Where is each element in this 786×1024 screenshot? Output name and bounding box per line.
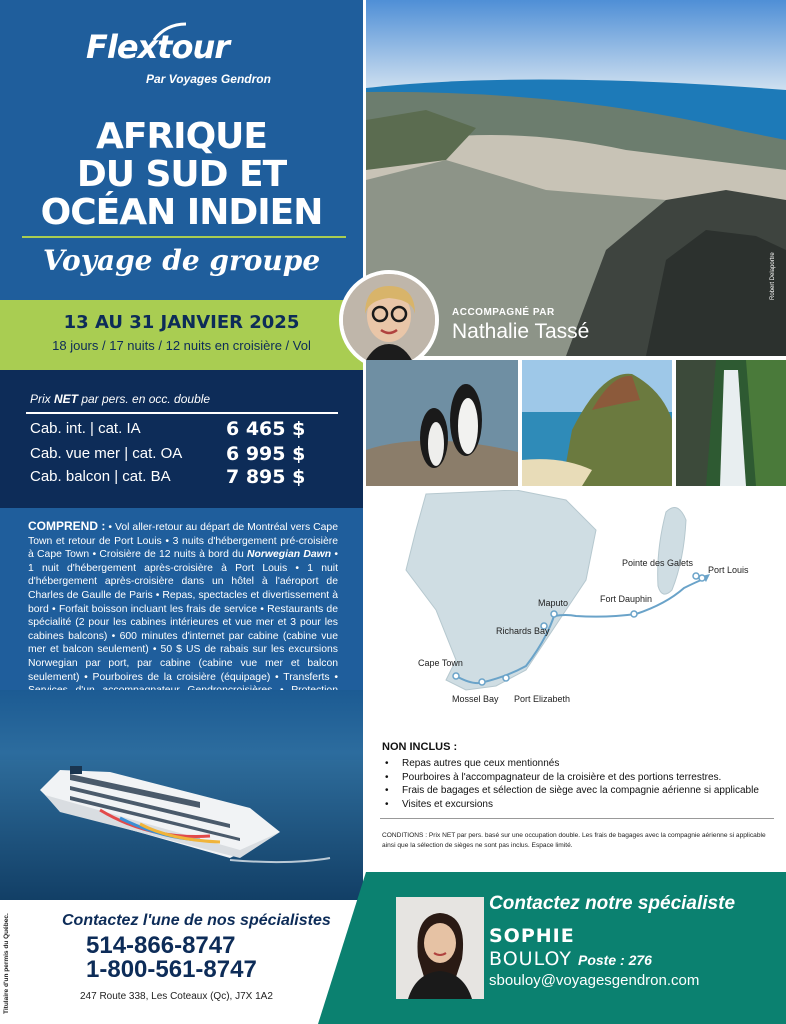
price-divider (26, 412, 338, 414)
port-label: Fort Dauphin (600, 594, 653, 604)
trip-duration: 18 jours / 17 nuits / 12 nuits en croisière / Vol (52, 338, 311, 353)
phone-local[interactable]: 514-866-8747 (86, 932, 236, 959)
conditions-text: CONDITIONS : Prix NET par pers. basé sur une occupation double. Les frais de bagages avec la compagnie aérienne si applicable ainsi que la sélection de sièges ne sont pas inclus. Espace limité. (382, 832, 766, 849)
port-label: Cape Town (418, 658, 463, 668)
price-box (0, 370, 363, 508)
port-label: Pointe des Galets (622, 558, 694, 568)
dates-band (0, 300, 363, 370)
flextour-logo (86, 28, 271, 98)
ship-illustration (0, 690, 363, 900)
port-label: Port Elizabeth (514, 694, 571, 704)
photo-credit: Robert Delaportre (770, 252, 776, 300)
price-value: 6 465 $ (226, 418, 306, 440)
port-label: Port Louis (708, 565, 749, 575)
ship-name: Norwegian Dawn (247, 549, 332, 561)
logo-swoosh-icon (152, 22, 188, 42)
escort-name: Nathalie Tassé (452, 320, 590, 343)
specialist-heading: Contactez notre spécialiste (489, 893, 736, 914)
title-divider (22, 236, 346, 238)
includes-heading: COMPREND : (28, 519, 106, 533)
price-value: 6 995 $ (226, 443, 306, 465)
title-line-3: OCÉAN INDIEN (40, 192, 323, 233)
waterfall-photo (676, 360, 786, 486)
includes-text: COMPREND : • Vol aller-retour au départ de Montréal vers Cape Town et retour de Port Louis • 3 nuits d'hébergement pré-croisière à Cape Town • Croisière de 12 nuits à bord du Norwegian Dawn • 1 nuit d'hébergement après-croisière à Port Louis • 1 nuit d'hébergement après-croisière dans un hôtel à l'aéroport de Charles de Gaulle de Paris • Repas, spectacles et divertissement à bord • Forfait boisson incluant les frais de service • Restaurants de spécialité (2 pour les cabines intérieures et vue mer et 3 pour les cabines balcons) • 600 minutes d'internet par cabine (cabine vue mer et balcon seulement) • 50 $ US de rabais sur les excursions Norwegian par port, par cabine (cabine vue mer et balcon seulement) • Pourboires de la croisière (équipage) • Transferts • (28, 519, 338, 683)
logo-wordmark: Flextour (86, 28, 230, 66)
port-label: Richards Bay (496, 626, 550, 636)
port-label: Maputo (538, 598, 569, 608)
specialist-email-link[interactable]: sbouloy@voyagesgendron.com (489, 972, 700, 989)
logo-tagline: Par Voyages Gendron (146, 72, 271, 86)
title-line-2: DU SUD ET (76, 154, 287, 195)
escort-label: ACCOMPAGNÉ PAR (452, 307, 555, 318)
list-item: • Pourboires à l'accompagnateur de la croisière et des portions terrestres. (382, 771, 772, 785)
agency-address: 247 Route 338, Les Coteaux (Qc), J7X 1A2 (80, 991, 273, 1002)
list-item: • Visites et excursions (382, 798, 772, 812)
subtitle: Voyage de groupe (42, 244, 321, 277)
list-item: • Repas autres que ceux mentionnés (382, 757, 772, 771)
list-item: • Frais de bagages et sélection de siège avec la compagnie aérienne si applicable (382, 784, 772, 798)
penguins-photo (366, 360, 518, 486)
escort-portrait (339, 270, 439, 370)
price-value: 7 895 $ (226, 466, 306, 488)
specialist-photo (396, 897, 484, 999)
price-label: Cab. balcon | cat. BA (30, 468, 171, 485)
phone-tollfree[interactable]: 1-800-561-8747 (86, 956, 257, 983)
cruise-route-map (366, 490, 786, 726)
not-included-heading: NON INCLUS : (382, 741, 458, 753)
cruise-ship-photo (0, 690, 363, 900)
price-label: Cab. vue mer | cat. OA (30, 445, 183, 462)
le-morne-photo (522, 360, 672, 486)
specialist-extension: Poste : 276 (578, 952, 652, 968)
specialist-first-name: SOPHIE (489, 925, 575, 947)
price-header: Prix NET par pers. en occ. double (30, 392, 211, 406)
title-line-1: AFRIQUE (96, 116, 267, 157)
conditions-divider (380, 818, 774, 819)
price-label: Cab. int. | cat. IA (30, 420, 141, 437)
not-included-list (382, 757, 772, 811)
specialist-last-name: BOULOY (489, 948, 572, 970)
permit-notice: Titulaire d'un permis du Québec. (3, 913, 10, 1014)
agency-contact-heading: Contactez l'une de nos spécialistes (62, 912, 331, 929)
port-label: Mossel Bay (452, 694, 499, 704)
trip-dates: 13 AU 31 JANVIER 2025 (63, 312, 300, 333)
not-included-section (382, 741, 772, 811)
